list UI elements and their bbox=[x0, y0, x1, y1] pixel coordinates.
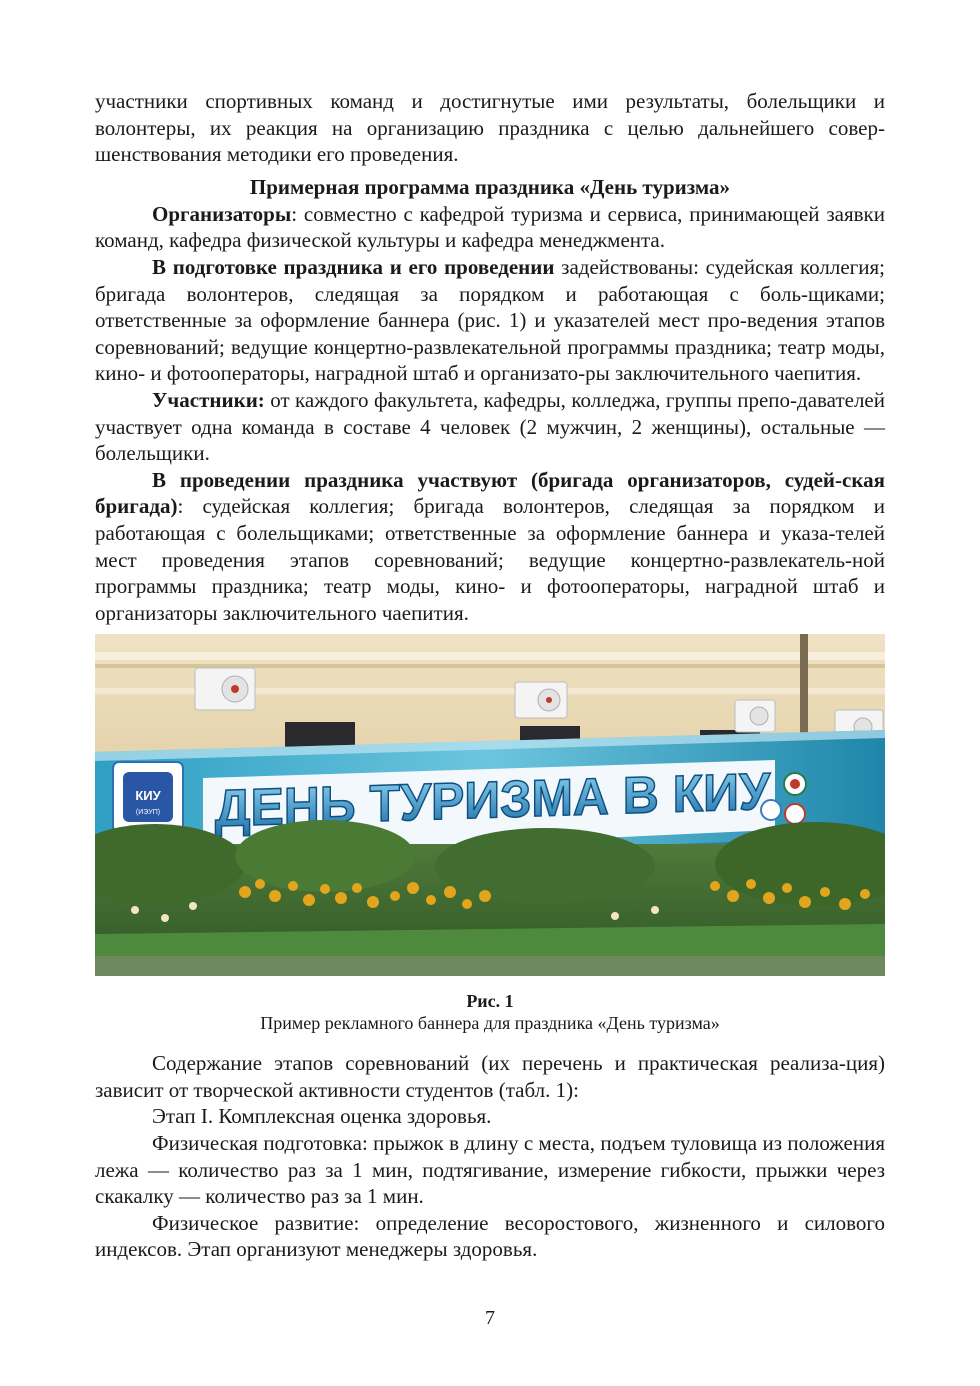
figure-caption-text: Пример рекламного баннера для праздника «День туризма» bbox=[260, 1013, 720, 1034]
paragraph-lead: Организаторы bbox=[152, 201, 292, 226]
svg-text:(ИЭУП): (ИЭУП) bbox=[135, 809, 161, 817]
paragraph-physical-training bbox=[95, 1130, 885, 1210]
kiu-logo bbox=[113, 762, 183, 832]
paragraph-stages bbox=[95, 1050, 885, 1103]
paragraph-text: Содержание этапов соревнований (их перечень и практическая реализа-ция) зависит от творческой активности студентов (табл. 1): bbox=[95, 1051, 885, 1102]
air-conditioner-icon bbox=[195, 668, 255, 710]
section-heading: Примерная программа праздника «День туризма» bbox=[249, 174, 731, 199]
paragraph-organizers bbox=[95, 201, 885, 254]
page-content bbox=[95, 88, 885, 1263]
air-conditioner-icon bbox=[515, 682, 567, 718]
paragraph-text: Физическое развитие: определение весоростового, жизненного и силового индексов. Этап организуют менеджеры здоровья. bbox=[95, 1210, 885, 1262]
paragraph-stage-one bbox=[95, 1103, 885, 1130]
paragraph-event-staff bbox=[95, 467, 885, 627]
paragraph-text: участники спортивных команд и достигнутые ими результаты, болельщики и волонтеры, их реакция на организацию праздника с целью дальнейшего совер-шенствования методики его проведения. bbox=[95, 89, 885, 167]
paragraph-participants bbox=[95, 387, 885, 467]
paragraph-text: : судейская коллегия; бригада волонтеров, следящая за порядком и работающая с болельщиками; ответственные за оформление баннера и указа-телей мест проведения этапов соревнований; ведущие концертно-развлекатель-ной программы праздника; театр моды, кино- и фотооператоры, наградной штаб и организаторы заключительного чаепития. bbox=[95, 494, 885, 625]
paragraph-text: Физическая подготовка: прыжок в длину с места, подъем туловища из положения лежа — количество раз за 1 мин, подтягивание, измерение гибкости, прыжки через скакалку — количество раз за 1 мин. bbox=[95, 1131, 885, 1209]
paragraph-preparation bbox=[95, 254, 885, 387]
paragraph-lead: В проведении праздника участвуют (бригада организаторов, судей-ская бригада) bbox=[95, 467, 885, 519]
paragraph-lead: Участники: bbox=[152, 387, 265, 412]
paragraph-lead: В подготовке праздника и его проведении bbox=[152, 254, 555, 279]
paragraph-text: от каждого факультета, кафедры, колледжа, группы препо-давателей участвует одна команда в составе 4 человек (2 мужчин, 2 женщины), остальные — болельщики. bbox=[95, 387, 885, 466]
svg-text:КИУ: КИУ bbox=[135, 788, 161, 804]
paragraph-physical-development bbox=[95, 1210, 885, 1263]
banner-photo-illustration bbox=[95, 634, 885, 976]
banner-photo bbox=[95, 634, 885, 976]
air-conditioner-icon bbox=[735, 700, 775, 732]
banner-text: ДЕНЬ ТУРИЗМА В КИУ bbox=[215, 762, 794, 839]
paragraph-continuation bbox=[95, 88, 885, 168]
figure-caption-title: Рис. 1 bbox=[466, 991, 514, 1012]
paragraph-text: Этап I. Комплексная оценка здоровья. bbox=[152, 1104, 492, 1129]
paragraph-text: задействованы: судейская коллегия; бригада волонтеров, следящая за порядком и работающая с боль-щиками; ответственные за оформление баннера (рис. 1) и указателей мест про-ведения этапов соревнований; ведущие концертно-развлекательной программы праздника; театр моды, кино- и фотооператоры, наградной штаб и организато-ры заключительного чаепития. bbox=[95, 254, 886, 386]
paragraph-text: : совместно с кафедрой туризма и сервиса, принимающей заявки команд, кафедра физической культуры и кафедра менеджмента. bbox=[95, 201, 885, 253]
page-number: 7 bbox=[485, 1307, 495, 1329]
